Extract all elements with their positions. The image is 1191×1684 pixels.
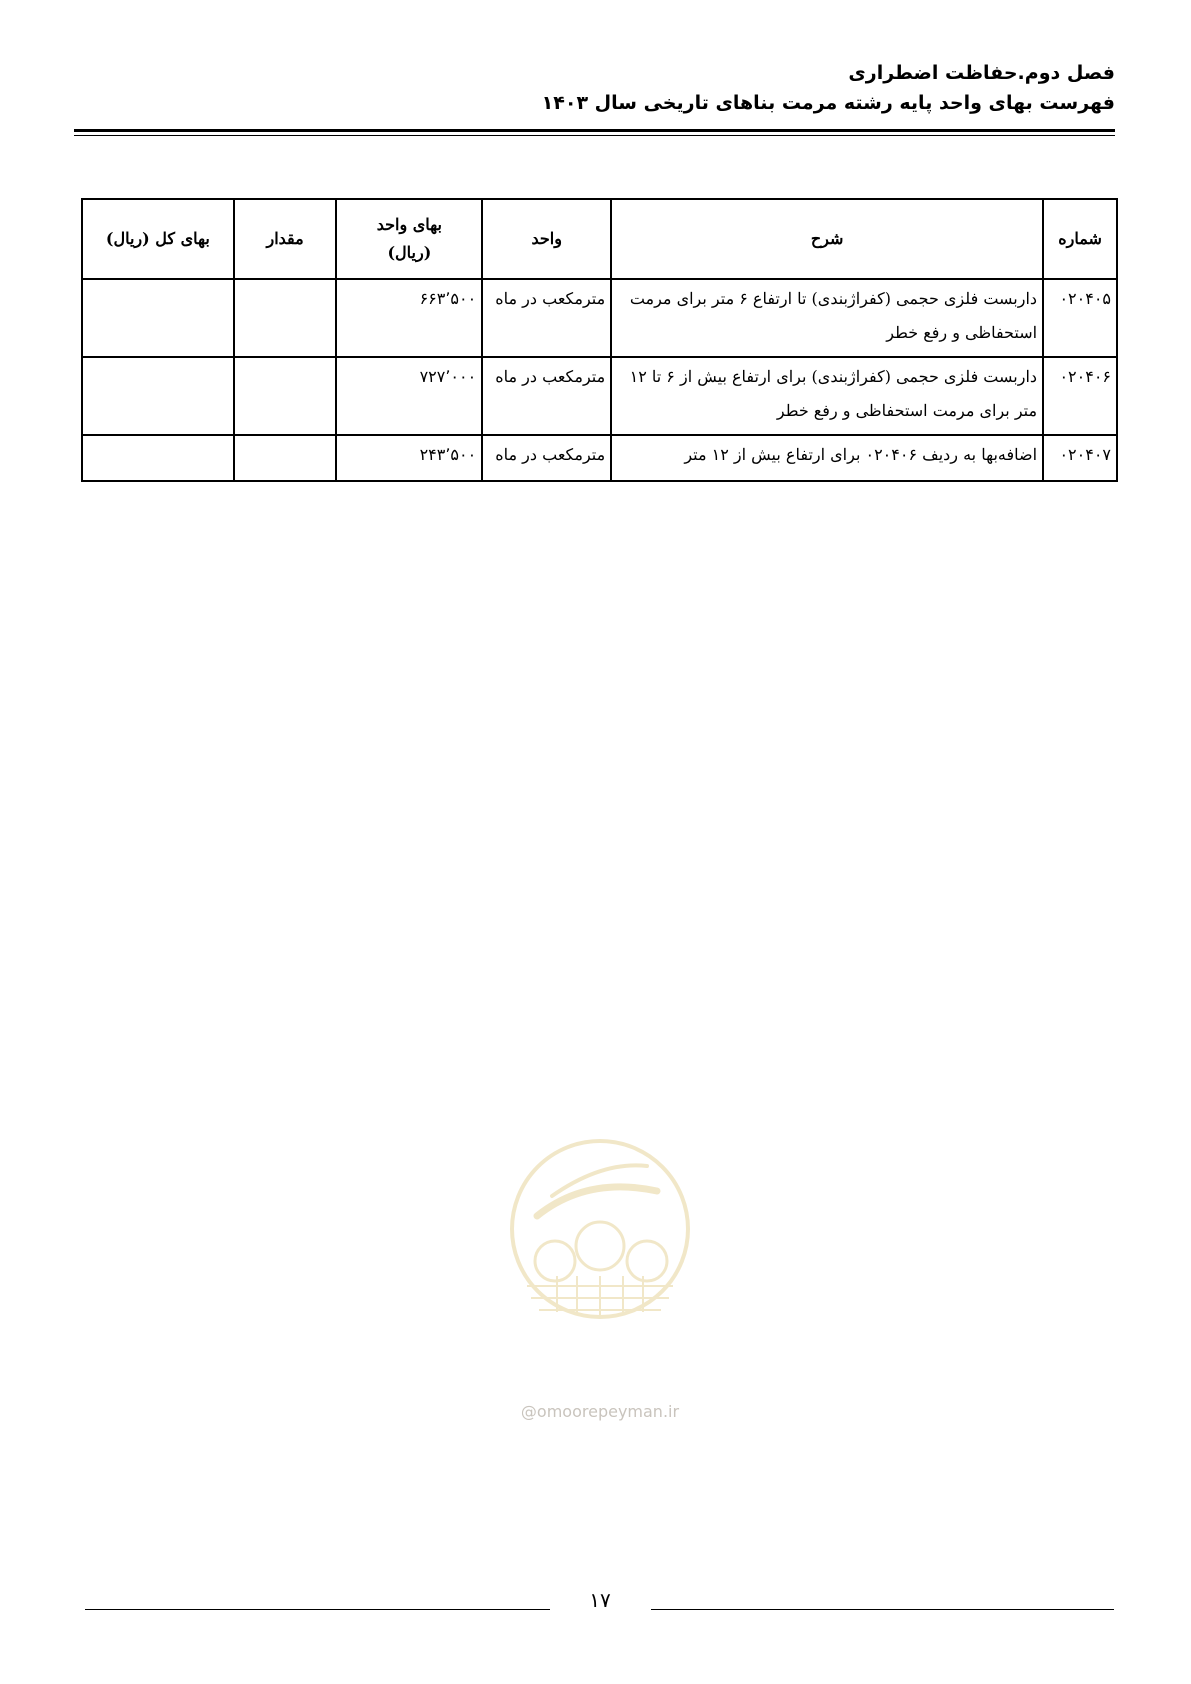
header-rule-thick [74,129,1115,132]
row-unit: مترمکعب در ماه [482,357,611,435]
row-total-price [82,357,234,435]
page-number: ۱۷ [589,1588,611,1612]
table-header-row [82,199,1117,279]
row-number: ۰۲۰۴۰۶ [1043,357,1117,435]
row-total-price [82,279,234,357]
document-subtitle: فهرست بهای واحد پایه رشته مرمت بناهای تاریخی سال ۱۴۰۳ [541,92,1115,114]
row-unit-price: ۷۲۷٬۰۰۰ [336,357,482,435]
header-rule-thin [74,135,1115,136]
chapter-title: فصل دوم.حفاظت اضطراری [848,62,1115,84]
row-total-price [82,435,234,481]
header-unit-price [336,199,482,279]
row-description: اضافه‌بها به ردیف ۰۲۰۴۰۶ برای ارتفاع بیش از ۱۲ متر [611,435,1043,481]
table-row [82,435,1117,481]
row-unit-price: ۲۴۳٬۵۰۰ [336,435,482,481]
header-unit: واحد [482,199,611,279]
row-unit: مترمکعب در ماه [482,279,611,357]
watermark-site: @omoorepeyman.ir [520,1402,680,1421]
header-quantity: مقدار [234,199,337,279]
footer-rule-right [651,1609,1114,1610]
header-number: شماره [1043,199,1117,279]
row-description: داربست فلزی حجمی (کفراژبندی) برای ارتفاع بیش از ۶ تا ۱۲ متر برای مرمت استحفاظی و رفع خطر [611,357,1043,435]
row-unit-price: ۶۶۳٬۵۰۰ [336,279,482,357]
table-row [82,357,1117,435]
row-quantity [234,279,337,357]
row-number: ۰۲۰۴۰۷ [1043,435,1117,481]
row-quantity [234,435,337,481]
page-header [76,58,1115,118]
row-number: ۰۲۰۴۰۵ [1043,279,1117,357]
row-unit: مترمکعب در ماه [482,435,611,481]
row-description: داربست فلزی حجمی (کفراژبندی) تا ارتفاع ۶ متر برای مرمت استحفاظی و رفع خطر [611,279,1043,357]
header-unit-price-label: بهای واحد [376,215,442,234]
header-total-price: بهای کل (ریال) [82,199,234,279]
row-quantity [234,357,337,435]
header-description: شرح [611,199,1043,279]
watermark-logo [507,1136,693,1426]
footer-rule-left [85,1609,550,1610]
price-list-table [81,198,1118,482]
header-unit-price-currency: (ریال) [387,243,432,262]
table-row [82,279,1117,357]
